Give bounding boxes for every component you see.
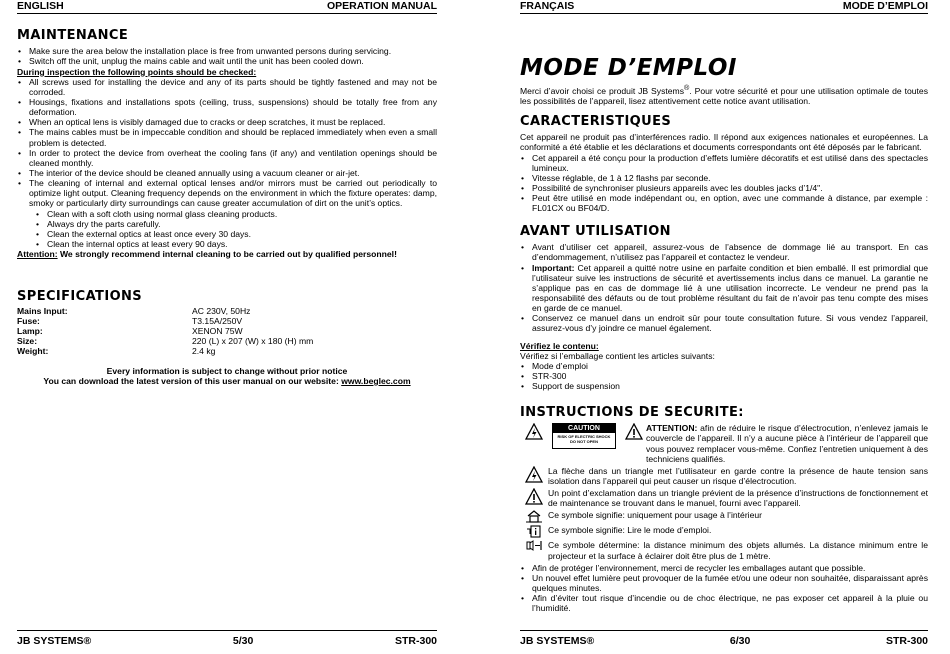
caution-line: DO NOT OPEN [569,439,598,445]
inspection-checks [17,77,437,209]
list-item: • Avant d’utiliser cet appareil, assurez-vous de l’absence de dommage lié au transport. En cas d’endommagement, n’utilisez pas l’appareil et contactez le vendeur. [520,242,928,262]
caracteristiques-list [520,153,928,214]
list-item: • Un nouvel effet lumière peut provoquer de la fumée et/ou une odeur non souhaitée, disparaissant après quelques minutes. [520,573,928,593]
left-page [17,0,437,654]
important-label: Important: [532,262,575,273]
symbol-text: Ce symbole signifie: uniquement pour usage à l’intérieur [548,510,763,521]
symbol-row [520,466,928,486]
list-item: • Support de suspension [520,381,928,391]
caution-row [520,423,928,464]
download-notice [17,376,437,386]
spec-value: XENON 75W [192,326,243,337]
list-item: • Housings, fixations and installations spots (ceiling, truss, suspensions) should be totally free from any deformation. [17,97,437,117]
spec-key: Mains Input: [17,306,68,317]
list-item: • The mains cables must be in impeccable condition and should be replaced immediately when even a small problem is detected. [17,127,437,147]
securite-section [520,405,928,613]
list-item: • Clean the external optics at least once every 30 days. [17,229,437,239]
intro-paragraph [520,84,928,106]
left-header [17,0,437,14]
read-manual-icon [520,525,548,538]
footer-page: 6/30 [729,635,751,647]
intro-text-cont: . Pour votre sécurité et pour une utilisation optimale de toutes les possibilités de l’appareil, lisez attentivement cette notice avant utilisation. [520,85,928,107]
important-text: Cet appareil a quitté notre usine en parfaite condition et bien emballé. Il est primordial que l’utilisateur suive les instructions de sécurité et avertissements inclus dans ce manuel. La garantie ne s’applique pas en cas de dommage lié à une utilisation incorrecte. Le vendeur ne prend pas la responsabilité des défauts ou de tout problème résultant du fait de n’avoir pas tenu compte des mises en garde de ce manuel. [532,262,928,314]
symbol-row [520,540,928,560]
footer-page: 5/30 [232,635,254,647]
caution-subtext [553,433,615,444]
caution-label-icon [552,423,616,449]
download-text: You can download the latest version of this user manual on our website: [43,375,342,386]
intro-text: Merci d’avoir choisi ce produit JB Systems [520,85,685,96]
lightning-triangle-icon [520,466,548,483]
list-item: • Afin de protéger l’environnement, merci de recycler les emballages autant que possible. [520,563,928,573]
avant-heading: AVANT UTILISATION [520,224,671,239]
verify-heading: Vérifiez le contenu: [520,340,599,351]
caution-text [646,423,928,464]
specifications-table [17,307,437,356]
spec-key: Lamp: [17,326,43,337]
attention-text: We strongly recommend internal cleaning to be carried out by qualified personnel! [57,249,397,260]
min-distance-icon [520,540,548,551]
spec-key: Size: [17,335,38,346]
right-footer [520,630,928,647]
symbol-row [520,510,928,523]
header-language: FRANÇAIS [520,0,575,12]
list-item: • Cet appareil a été conçu pour la production d’effets lumière décoratifs et est utilisé dans des spectacles lumineux. [520,153,928,173]
caution-line: RISK OF ELECTRIC SHOCK [557,434,611,440]
right-page [520,0,928,654]
exclamation-triangle-icon [520,488,548,505]
footer-brand: JB SYSTEMS® [17,635,92,647]
attention-label: Attention: [17,249,58,260]
page-title: MODE D’EMPLOI [520,55,737,81]
spec-value: AC 230V, 50Hz [192,306,251,317]
list-item: • Switch off the unit, unplug the mains cable and wait until the unit has been cooled down. [17,56,437,66]
list-item: • Conservez ce manuel dans un endroit sûr pour toute consultation future. Si vous vendez l’appareil, assurez-vous d’y joindre ce manuel également. [520,313,928,333]
symbol-text: La flèche dans un triangle met l’utilisateur en garde contre la présence de haute tension sans isolation dans l’appareil qui peut causer un risque d’électrocution. [548,465,928,487]
symbol-row [520,525,928,538]
spec-key: Weight: [17,345,49,356]
list-item: • Clean with a soft cloth using normal glass cleaning products. [17,209,437,219]
list-item [520,263,928,314]
symbol-text: Un point d’exclamation dans un triangle prévient de la présence d’instructions de fonctionnement et de maintenance se trouvant dans le manuel, fourni avec l’appareil. [548,488,928,509]
spec-value: T3.15A/250V [192,316,243,327]
intro-section [520,55,928,106]
verify-list [520,361,928,391]
list-item: • Vitesse réglable, de 1 à 12 flashs par seconde. [520,173,928,183]
list-item: • Clean the internal optics at least every 90 days. [17,239,437,249]
list-item: • Peut être utilisé en mode indépendant ou, en option, avec une commande à distance, par exemple : FL01CX ou BF04/D. [520,193,928,213]
list-item: • The cleaning of internal and external optical lenses and/or mirrors must be carried out periodically to optimize light output. Cleaning frequency depends on the environment in which the fixture operates: damp, smoky or particularly dirty surroundings can cause greater accumulation of dirt on the unit’s optics. [17,178,437,208]
footer-model: STR-300 [394,635,437,647]
list-item: • Make sure the area below the installation place is free from unwanted persons during servicing. [17,46,437,56]
list-item: • Possibilité de synchroniser plusieurs appareils avec les doubles jacks d’1/4". [520,183,928,193]
symbol-row [520,488,928,508]
inspection-heading: During inspection the following points should be checked: [17,66,257,77]
maintenance-bullets [17,46,437,66]
cleaning-list [17,209,437,250]
spec-value: 2.4 kg [192,345,216,356]
left-footer [17,630,437,647]
specifications-heading: SPECIFICATIONS [17,289,143,304]
list-item: • STR-300 [520,371,928,381]
verify-intro: Vérifiez si l’emballage contient les articles suivants: [520,350,715,361]
change-notice: Every information is subject to change without prior notice [106,365,348,376]
list-item: • In order to protect the device from overheat the cooling fans (if any) and ventilation openings should be cleaned monthly. [17,148,437,168]
indoor-use-icon [520,510,548,523]
caracteristiques-heading: CARACTERISTIQUES [520,114,672,129]
lightning-triangle-icon [520,423,548,440]
list-item: • The interior of the device should be cleaned annually using a vacuum cleaner or air-jet. [17,168,437,178]
right-header [520,0,928,14]
attention-note [17,249,437,259]
table-row [17,337,437,347]
attention-text: afin de réduire le risque d’électrocution, n’enlevez jamais le couvercle de l’appareil. Il n’y a aucune pièce à l’intérieur de l’appareil que vous pouvez remplacer vous-même. Confiez l’entretien uniquement à des techniciens qualifiés. [646,423,928,464]
spec-key: Fuse: [17,316,40,327]
securite-list [520,563,928,614]
list-item: • Always dry the parts carefully. [17,219,437,229]
maintenance-section [17,28,437,259]
exclamation-triangle-icon [622,423,646,440]
website-link[interactable]: www.beglec.com [341,375,411,386]
avant-list [520,242,928,333]
specifications-section [17,289,437,386]
securite-heading: INSTRUCTIONS DE SECURITE: [520,405,744,420]
table-row [17,347,437,357]
footer-brand: JB SYSTEMS® [520,635,595,647]
registered-mark: ® [684,84,690,93]
list-item: • All screws used for installing the device and any of its parts should be tightly fastened and may not be corroded. [17,77,437,97]
caracteristiques-paragraph: Cet appareil ne produit pas d’interférences radio. Il répond aux exigences nationales et européennes. La conformité a été établie et les déclarations et documents correspondants ont été déposés par le fabricant. [520,132,928,153]
symbol-text: Ce symbole détermine: la distance minimum des objets allumés. La distance minimum entre le projecteur et la surface à éclairer doit être plus de 1 mètre. [548,540,928,561]
footer-model: STR-300 [885,635,928,647]
header-title: MODE D’EMPLOI [842,0,928,12]
spec-value: 220 (L) x 207 (W) x 180 (H) mm [192,335,314,346]
attention-label: ATTENTION: [646,423,698,434]
header-language: ENGLISH [17,0,64,12]
avant-section [520,224,928,391]
list-item: • Afin d’éviter tout risque d’incendie ou de choc électrique, ne pas exposer cet appareil à la pluie ou l’humidité. [520,593,928,613]
maintenance-heading: MAINTENANCE [17,28,129,43]
caution-title: CAUTION [553,424,615,433]
list-item: • When an optical lens is visibly damaged due to cracks or deep scratches, it must be replaced. [17,117,437,127]
header-title: OPERATION MANUAL [326,0,437,12]
caracteristiques-section [520,114,928,213]
symbol-text: Ce symbole signifie: Lire le mode d’emploi. [548,525,712,536]
list-item: • Mode d’emploi [520,361,928,371]
